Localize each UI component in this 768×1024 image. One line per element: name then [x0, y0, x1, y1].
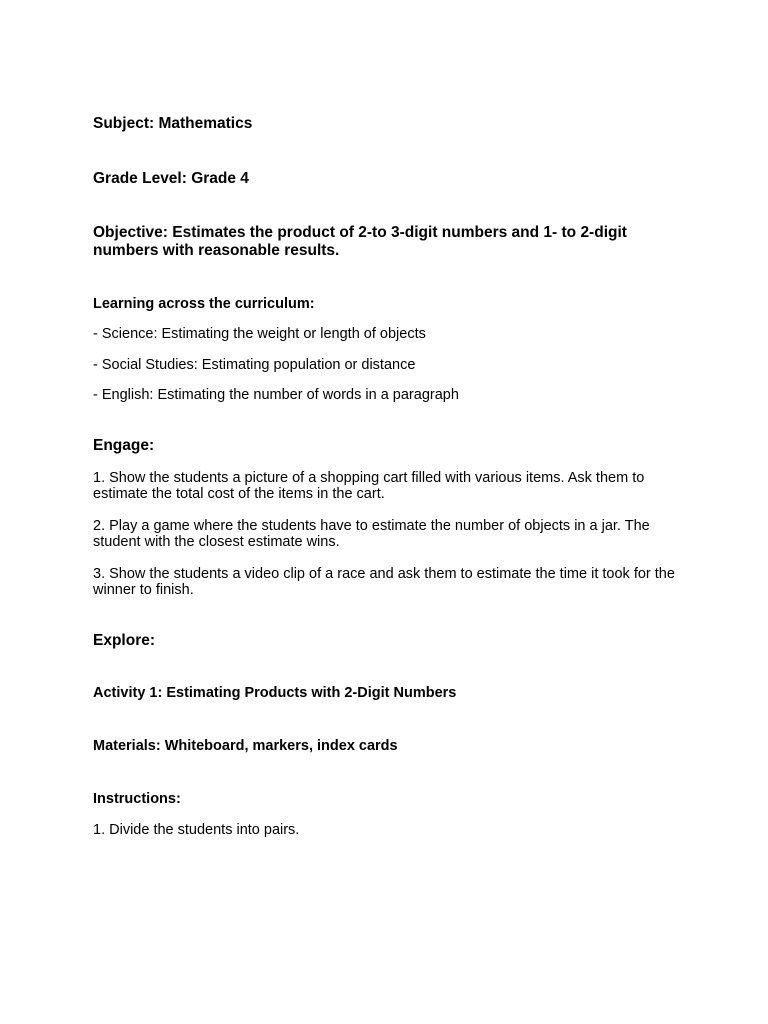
objective-paragraph: Objective: Estimates the product of 2-to 3-digit numbers and 1- to 2-digit numbers with reasonable results.: [93, 224, 627, 259]
engage-heading: Engage:: [93, 436, 155, 454]
activity-heading: Activity 1: Estimating Products with 2-Digit Numbers: [93, 684, 457, 701]
learning-across-item: - Science: Estimating the weight or length of objects: [93, 326, 426, 342]
engage-item: 3. Show the students a video clip of a race and ask them to estimate the time it took for the winner to finish.: [93, 565, 675, 598]
engage-item: 1. Show the students a picture of a shopping cart filled with various items. Ask them to estimate the total cost of the items in the cart.: [93, 469, 645, 502]
engage-item: 2. Play a game where the students have to estimate the number of objects in a jar. The student with the closest estimate wins.: [93, 517, 650, 550]
instructions-heading: Instructions:: [93, 790, 181, 807]
learning-across-item: - Social Studies: Estimating population or distance: [93, 356, 416, 373]
explore-heading: Explore:: [93, 631, 156, 649]
subject-line: Subject: Mathematics: [93, 115, 253, 132]
learning-across-item: - English: Estimating the number of words in a paragraph: [93, 387, 459, 403]
learning-across-heading: Learning across the curriculum:: [93, 296, 315, 312]
grade-level-line: Grade Level: Grade 4: [93, 170, 249, 187]
instruction-item: 1. Divide the students into pairs.: [93, 821, 300, 838]
lesson-plan-body: [93, 115, 683, 838]
materials-line: Materials: Whiteboard, markers, index cards: [93, 737, 398, 754]
